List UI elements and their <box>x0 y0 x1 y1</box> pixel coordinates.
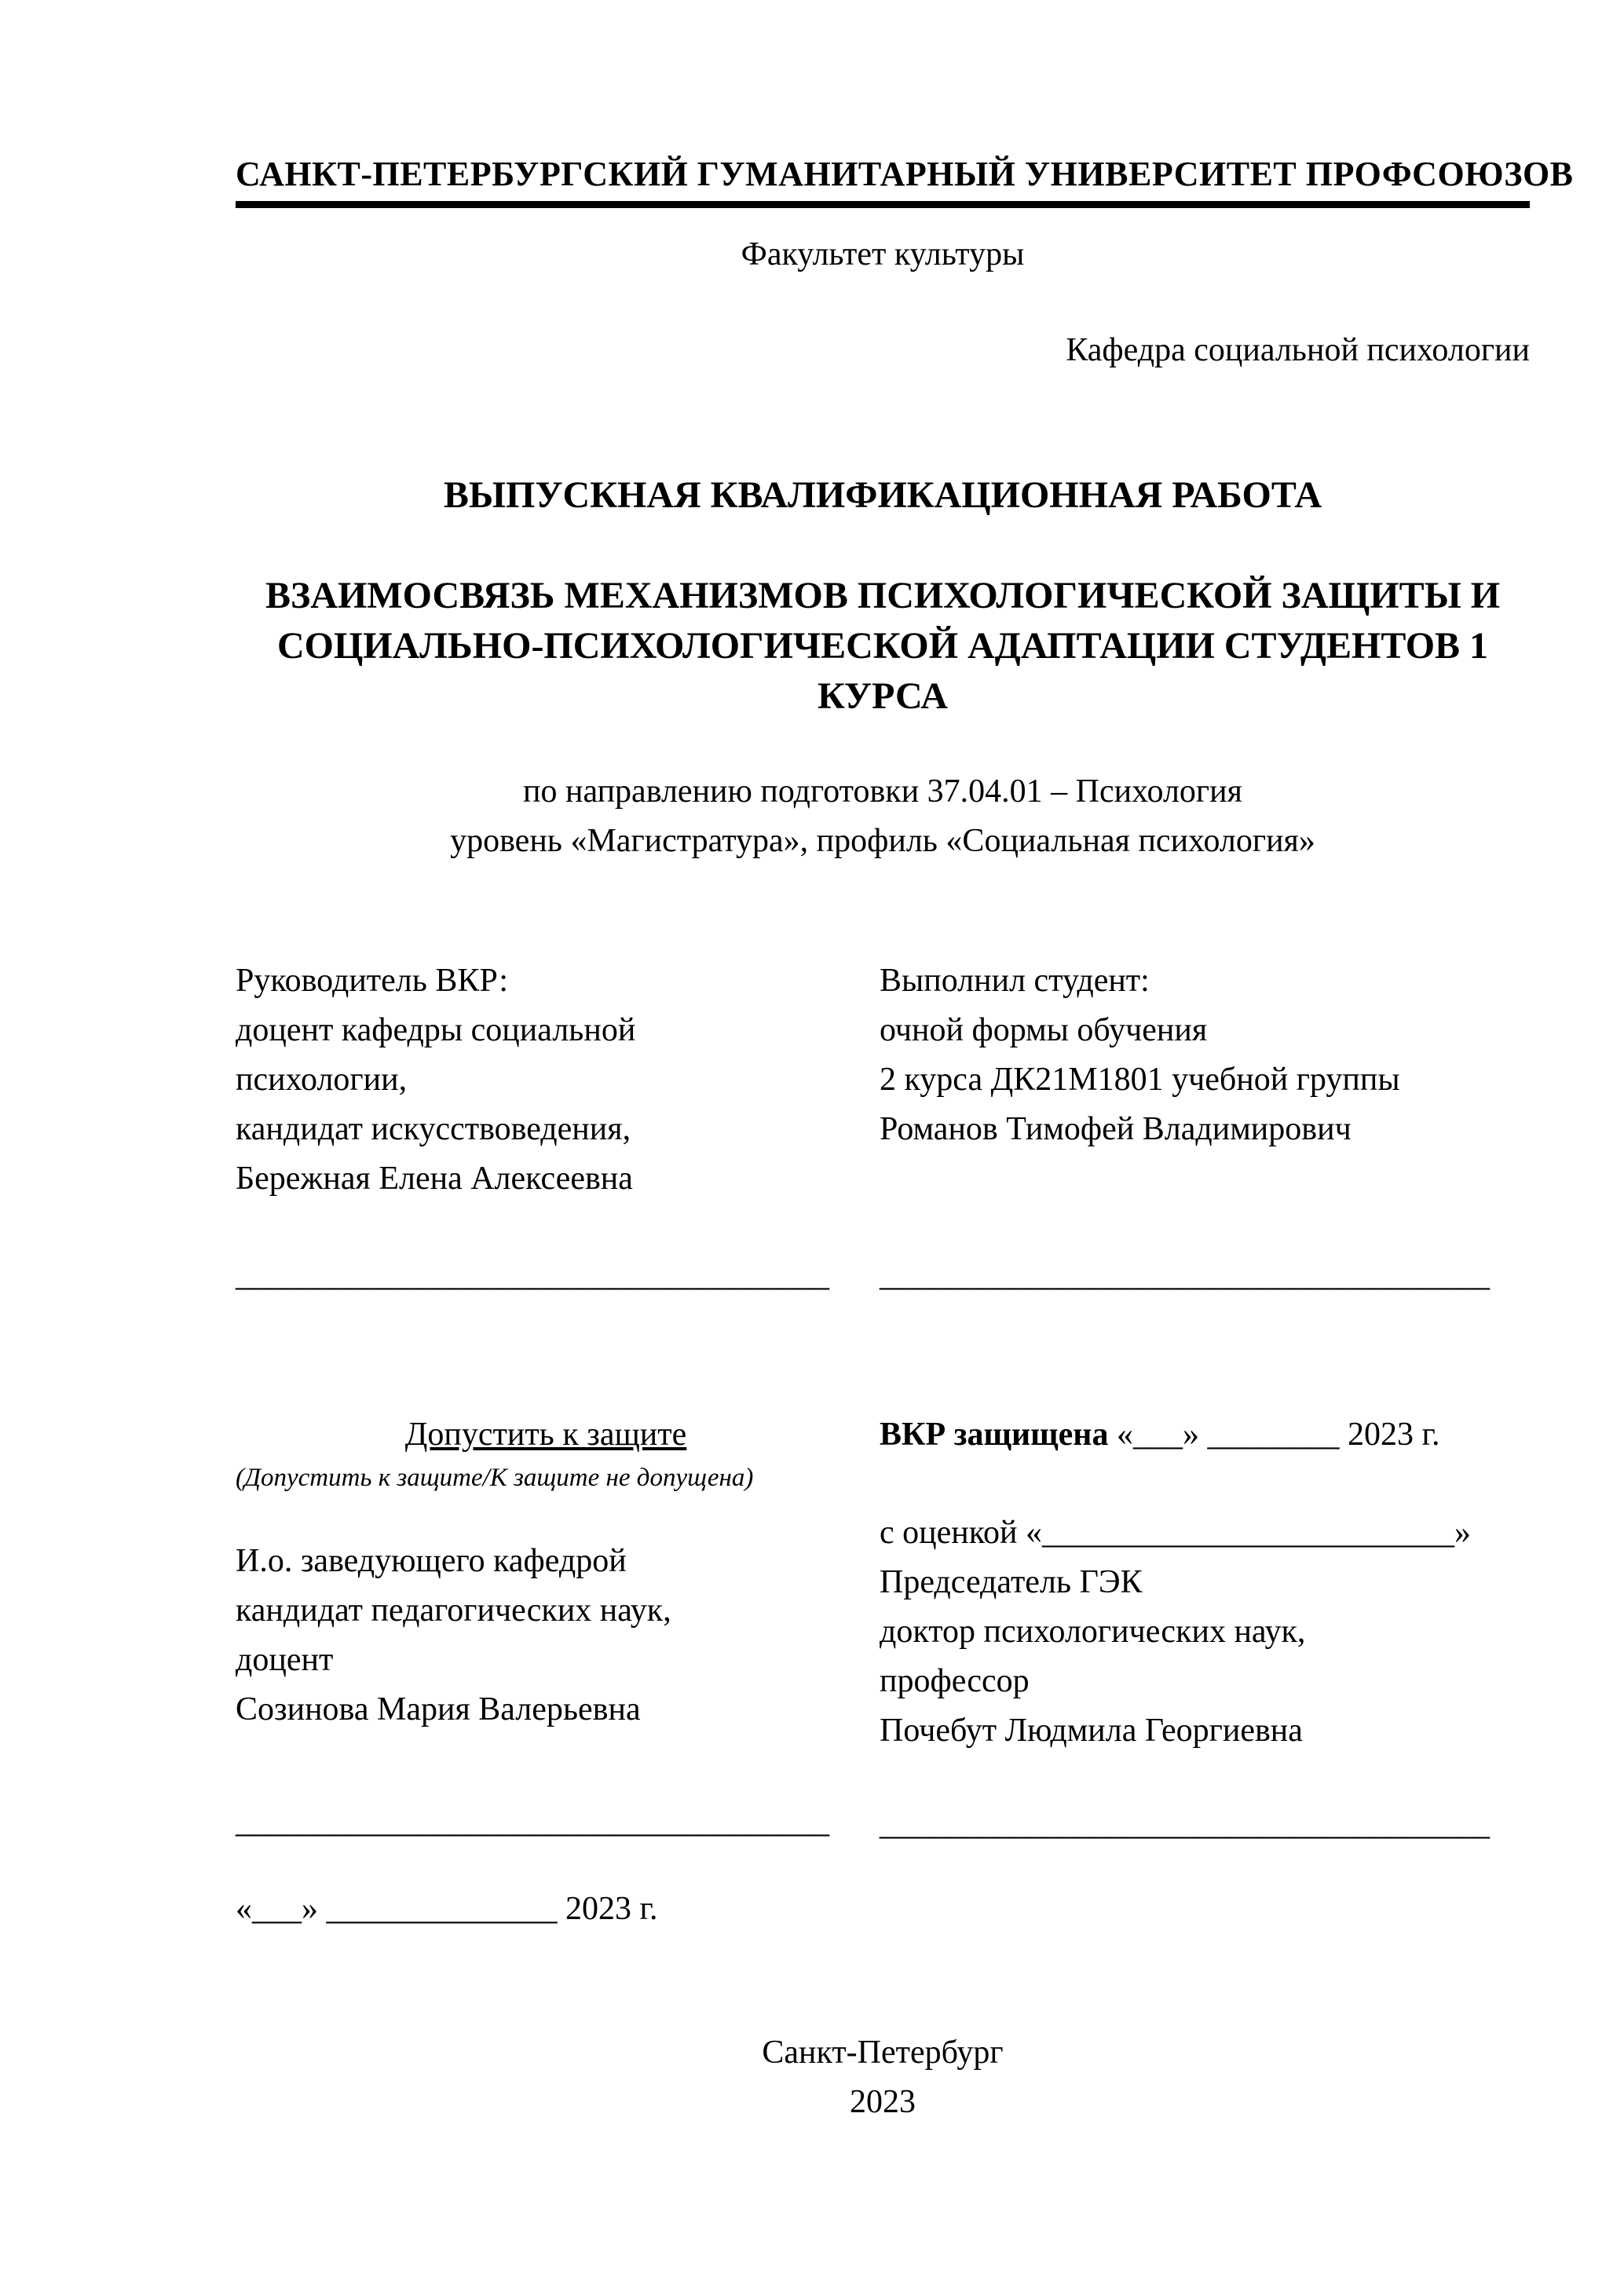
footer-year: 2023 <box>850 2084 916 2120</box>
defense-line: профессор <box>880 1663 1030 1699</box>
supervisor-signature-line: ____________________________________ <box>236 1257 829 1293</box>
student-block <box>880 956 1530 1204</box>
faculty-name: Факультет культуры <box>741 236 1025 272</box>
admission-heading-text: Допустить к защите <box>404 1417 687 1453</box>
defense-line: доктор психологических наук, <box>880 1614 1306 1650</box>
student-label: Выполнил студент: <box>880 963 1150 999</box>
supervisor-name: Бережная Елена Алексеевна <box>236 1161 633 1197</box>
admission-date-line: «___» ______________ 2023 г. <box>236 1891 658 1927</box>
signature-row <box>236 1251 1530 1300</box>
thesis-title-line: КУРСА <box>817 675 948 717</box>
student-signature-line: _____________________________________ <box>880 1257 1490 1293</box>
defense-status-rest: «___» ________ 2023 г. <box>1108 1417 1440 1453</box>
program-direction: по направлению подготовки 37.04.01 – Психология <box>523 773 1242 810</box>
admission-heading <box>236 1410 856 1460</box>
supervisor-line: психологии, <box>236 1062 408 1098</box>
defense-status-bold: ВКР защищена <box>880 1417 1109 1453</box>
thesis-title-line: СОЦИАЛЬНО-ПСИХОЛОГИЧЕСКОЙ АДАПТАЦИИ СТУДЕНТОВ 1 <box>276 625 1489 667</box>
defense-chair-name: Почебут Людмила Георгиевна <box>880 1713 1303 1749</box>
student-line: очной формы обучения <box>880 1012 1208 1048</box>
people-columns <box>236 956 1530 1204</box>
supervisor-line: кандидат искусствоведения, <box>236 1111 631 1147</box>
program-level: уровень «Магистратура», профиль «Социальная психология» <box>450 823 1315 859</box>
department-name: Кафедра социальной психологии <box>1066 332 1530 368</box>
admission-signer-name: Созинова Мария Валерьевна <box>236 1691 641 1727</box>
approval-columns <box>236 1410 1530 1934</box>
defense-signature-line: _____________________________________ <box>880 1806 1490 1842</box>
footer-city: Санкт-Петербург <box>762 2035 1004 2071</box>
work-type-heading: ВЫПУСКНАЯ КВАЛИФИКАЦИОННАЯ РАБОТА <box>443 474 1322 516</box>
defense-line: Председатель ГЭК <box>880 1564 1143 1600</box>
admission-note: (Допустить к защите/К защите не допущена) <box>236 1464 754 1492</box>
defense-committee <box>880 1558 1530 1756</box>
student-line: 2 курса ДК21М1801 учебной группы <box>880 1062 1400 1098</box>
admission-line: доцент <box>236 1642 334 1678</box>
admission-signature-line: ____________________________________ <box>236 1804 829 1840</box>
defense-status-line <box>880 1410 1530 1460</box>
supervisor-block <box>236 956 880 1204</box>
admission-line: кандидат педагогических наук, <box>236 1592 671 1629</box>
defense-grade-line: с оценкой «_________________________» <box>880 1515 1471 1551</box>
supervisor-label: Руководитель ВКР: <box>236 963 509 999</box>
thesis-title-line: ВЗАИМОСВЯЗЬ МЕХАНИЗМОВ ПСИХОЛОГИЧЕСКОЙ ЗАЩИТЫ И <box>265 575 1501 616</box>
admission-block <box>236 1410 856 1934</box>
program-info <box>236 767 1530 866</box>
admission-line: И.о. заведующего кафедрой <box>236 1543 627 1579</box>
footer <box>236 2028 1530 2127</box>
thesis-title <box>236 571 1530 722</box>
university-name: САНКТ-ПЕТЕРБУРГСКИЙ ГУМАНИТАРНЫЙ УНИВЕРСИТЕТ ПРОФСОЮЗОВ <box>236 155 1574 193</box>
header-rule <box>236 201 1530 208</box>
supervisor-line: доцент кафедры социальной <box>236 1012 636 1048</box>
student-name: Романов Тимофей Владимирович <box>880 1111 1352 1147</box>
defense-block <box>880 1410 1530 1849</box>
admission-names <box>236 1537 856 1735</box>
